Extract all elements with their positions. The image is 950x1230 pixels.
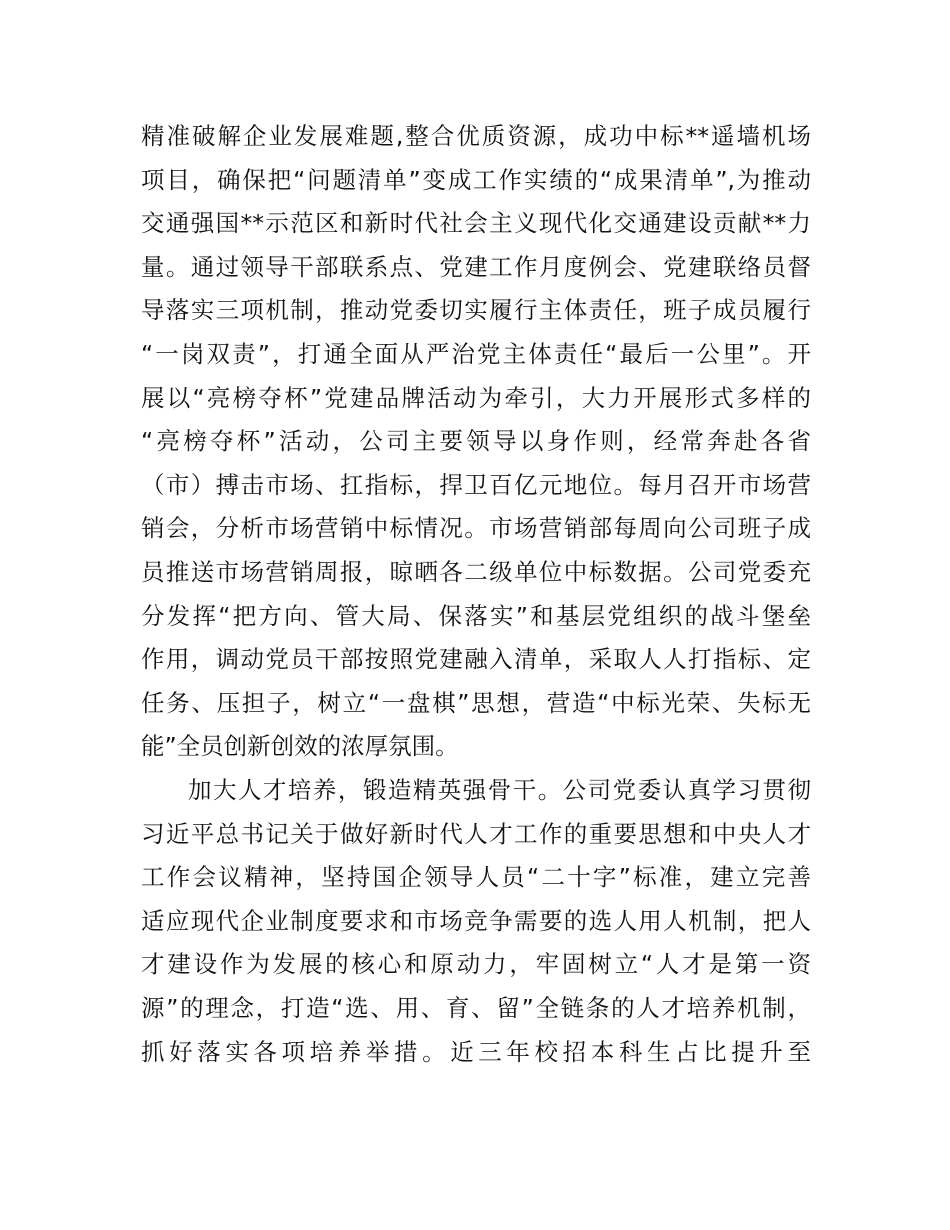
paragraph-1-line-4: 量。通过领导干部联系点、党建工作月度例会、党建联络员督: [141, 252, 811, 281]
paragraph-2: [141, 769, 811, 1074]
paragraph-1-line-7: 展以“亮榜夺杯”党建品牌活动为牵引，大力开展形式多样的: [141, 383, 811, 412]
paragraph-1-line-3: 交通强国**示范区和新时代社会主义现代化交通建设贡献**力: [141, 209, 811, 238]
paragraph-1-line-15: 能”全员创新创效的浓厚氛围。: [141, 732, 459, 761]
paragraph-1-line-13: 作用，调动党员干部按照党建融入清单，采取人人打指标、定: [141, 645, 811, 674]
paragraph-2-line-4: 适应现代企业制度要求和市场竞争需要的选人用人机制，把人: [141, 906, 811, 935]
paragraph-2-line-2: 习近平总书记关于做好新时代人才工作的重要思想和中央人才: [141, 819, 811, 848]
paragraph-1-line-1: 精准破解企业发展难题,整合优质资源，成功中标**遥墙机场: [141, 122, 811, 150]
paragraph-2-line-6: 源”的理念，打造“选、用、育、留”全链条的人才培养机制，: [141, 993, 811, 1022]
paragraph-1-line-10: 销会，分析市场营销中标情况。市场营销部每周向公司班子成: [141, 514, 811, 543]
paragraph-1-line-6: “一岗双责”，打通全面从严治党主体责任“最后一公里”。开: [141, 339, 811, 368]
paragraph-1-line-14: 任务、压担子，树立“一盘棋”思想，营造“中标光荣、失标无: [141, 688, 811, 717]
paragraph-2-line-7: 抓好落实各项培养举措。近三年校招本科生占比提升至: [141, 1037, 811, 1066]
paragraph-2-line-5: 才建设作为发展的核心和原动力，牢固树立“人才是第一资: [141, 950, 811, 979]
paragraph-2-line-1: 加大人才培养，锻造精英强骨干。公司党委认真学习贯彻: [188, 776, 811, 804]
paragraph-1-line-5: 导落实三项机制，推动党委切实履行主体责任，班子成员履行: [141, 296, 811, 325]
paragraph-1: [141, 115, 811, 769]
paragraph-2-line-3: 工作会议精神，坚持国企领导人员“二十字”标准，建立完善: [141, 863, 811, 892]
paragraph-1-line-11: 员推送市场营销周报，晾晒各二级单位中标数据。公司党委充: [141, 557, 811, 586]
paragraph-1-line-8: “亮榜夺杯”活动，公司主要领导以身作则，经常奔赴各省: [141, 427, 811, 456]
paragraph-1-line-2: 项目，确保把“问题清单”变成工作实绩的“成果清单”,为推动: [141, 165, 811, 194]
paragraph-1-line-9: （市）搏击市场、扛指标，捍卫百亿元地位。每月召开市场营: [141, 470, 811, 499]
paragraph-1-line-12: 分发挥“把方向、管大局、保落实”和基层党组织的战斗堡垒: [141, 601, 811, 630]
